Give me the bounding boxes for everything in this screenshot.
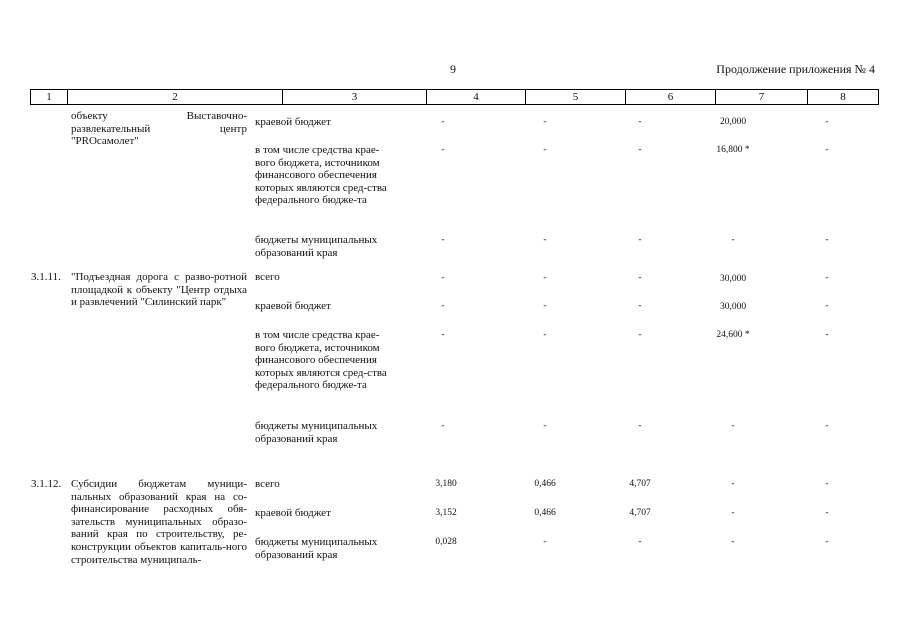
row-label: в том числе средства крае-вого бюджета, источником финансового обеспечения которых являются сред-ства федерального бюдже-та (255, 144, 387, 207)
cell-value: - (825, 235, 829, 245)
item-name: Субсидии бюджетам муници-пальных образований края на со-финансирование расходных обя-зательств муниципальных образо-ваний края по строительству, ре-конструкции объектов капиталь-ного строительства муниципаль- (71, 478, 247, 566)
column-header: 7 (716, 90, 808, 105)
row-label: бюджеты муниципальных образований края (255, 420, 378, 445)
cell-value: - (638, 117, 642, 127)
cell-value: - (638, 330, 642, 340)
column-header: 6 (626, 90, 716, 105)
row-label: в том числе средства крае-вого бюджета, источником финансового обеспечения которых являются сред-ства федерального бюдже-та (255, 329, 387, 392)
row-label: всего (255, 478, 280, 490)
item-number: 3.1.12. (31, 478, 62, 490)
column-header: 3 (283, 90, 427, 105)
row-label: бюджеты муниципальных образований края (255, 536, 378, 561)
item-name: "Подъездная дорога с разво-ротной площадкой к объекту "Центр отдыха и развлечений "Силинский парк" (71, 271, 247, 309)
cell-value: - (543, 537, 547, 547)
cell-value: - (638, 235, 642, 245)
cell-value: - (638, 145, 642, 155)
cell-value: - (731, 235, 735, 245)
row-label: краевой бюджет (255, 116, 331, 128)
cell-value: - (825, 508, 829, 518)
cell-value: - (543, 273, 547, 283)
cell-value: 4,707 (629, 508, 651, 518)
column-header: 8 (808, 90, 879, 105)
cell-value: 16,800 * (716, 145, 750, 155)
column-header: 5 (526, 90, 626, 105)
row-label: всего (255, 271, 280, 283)
cell-value: 4,707 (629, 479, 651, 489)
column-header: 1 (31, 90, 68, 105)
cell-value: - (731, 508, 735, 518)
row-label: бюджеты муниципальных образований края (255, 234, 378, 259)
cell-value: - (638, 273, 642, 283)
cell-value: - (441, 330, 445, 340)
cell-value: - (731, 479, 735, 489)
cell-value: - (825, 479, 829, 489)
cell-value: 3,180 (435, 479, 457, 489)
page-number: 9 (450, 62, 456, 76)
cell-value: - (825, 273, 829, 283)
cell-value: - (441, 117, 445, 127)
cell-value: - (543, 235, 547, 245)
cell-value: 0,466 (534, 479, 556, 489)
cell-value: 0,028 (435, 537, 457, 547)
cell-value: - (441, 235, 445, 245)
cell-value: - (543, 145, 547, 155)
cell-value: - (825, 145, 829, 155)
item-number: 3.1.11. (31, 271, 61, 283)
item-name: объекту Выставочно-развлекательный центр "PROсамолет" (71, 110, 247, 148)
cell-value: 30,000 (719, 274, 747, 284)
cell-value: - (731, 537, 735, 547)
continuation-caption: Продолжение приложения № 4 (716, 62, 875, 76)
cell-value: 0,466 (534, 508, 556, 518)
row-label: краевой бюджет (255, 300, 331, 312)
cell-value: 3,152 (435, 508, 457, 518)
cell-value: - (731, 421, 735, 431)
cell-value: - (441, 145, 445, 155)
cell-value: 30,000 (719, 302, 747, 312)
cell-value: - (441, 273, 445, 283)
cell-value: - (825, 537, 829, 547)
cell-value: - (825, 330, 829, 340)
cell-value: - (825, 421, 829, 431)
cell-value: - (638, 301, 642, 311)
cell-value: 24,600 * (716, 330, 750, 340)
cell-value: - (543, 421, 547, 431)
cell-value: - (441, 421, 445, 431)
cell-value: - (825, 301, 829, 311)
cell-value: - (638, 421, 642, 431)
cell-value: - (638, 537, 642, 547)
cell-value: - (441, 301, 445, 311)
cell-value: - (543, 301, 547, 311)
column-header: 4 (427, 90, 526, 105)
column-header: 2 (68, 90, 283, 105)
row-label: краевой бюджет (255, 507, 331, 519)
cell-value: - (543, 330, 547, 340)
cell-value: 20,000 (719, 117, 747, 127)
cell-value: - (825, 117, 829, 127)
cell-value: - (543, 117, 547, 127)
